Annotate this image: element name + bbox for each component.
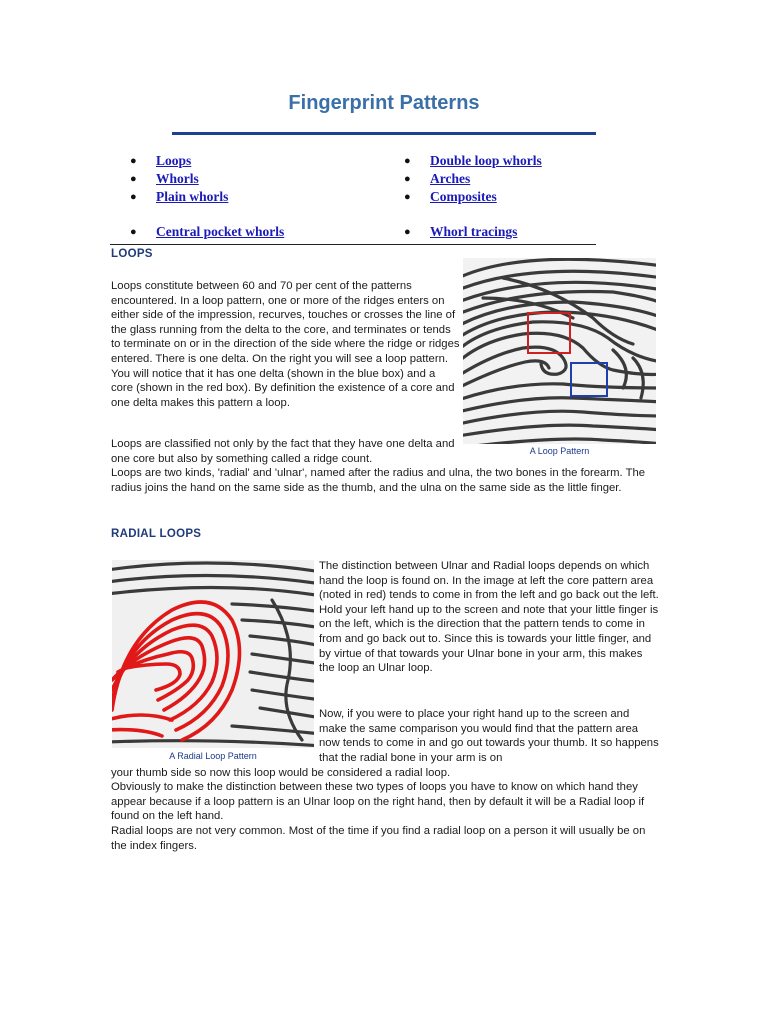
toc-link-loops[interactable]: Loops — [156, 153, 192, 168]
radial-paragraph-2b: your thumb side so now this loop would be considered a radial loop. — [111, 767, 451, 779]
title-underline — [172, 132, 596, 135]
bullet-icon: ● — [130, 155, 137, 167]
toc-link-arches[interactable]: Arches — [430, 171, 471, 186]
bullet-icon: ● — [404, 155, 411, 167]
loops-paragraph-2b: Loops are two kinds, 'radial' and 'ulnar', named after the radius and ulna, the two bones in the forearm. The radius joins the hand on the same side as the thumb, and the ulna on the same side as the little finger. — [111, 467, 646, 494]
toc-link-whorls[interactable]: Whorls — [156, 171, 199, 186]
radial-loop-caption: A Radial Loop Pattern — [169, 751, 257, 761]
loop-pattern-image — [463, 258, 656, 444]
toc-item-whorl-tracings — [404, 224, 517, 240]
toc-item-plain-whorls — [130, 189, 228, 205]
toc-link-plain-whorls[interactable]: Plain whorls — [156, 189, 229, 204]
radial-paragraph-4: Radial loops are not very common. Most of the time if you find a radial loop on a person it will usually be on the index fingers. — [111, 825, 646, 852]
loop-pattern-caption: A Loop Pattern — [529, 446, 590, 456]
table-of-contents — [130, 153, 610, 248]
toc-link-double-loop-whorls[interactable]: Double loop whorls — [430, 153, 542, 168]
radial-paragraph-2a: Now, if you were to place your right hand up to the screen and make the same comparison you would find that the pattern area now tends to come in and go out towards your thumb. It so happens that the radial bone in your arm is on — [319, 708, 659, 764]
bullet-icon: ● — [130, 226, 137, 238]
loops-paragraph-2a: Loops are classified not only by the fact that they have one delta and one core but also by something called a ridge count. — [111, 438, 455, 465]
toc-item-central-pocket-whorls — [130, 224, 284, 240]
bullet-icon: ● — [404, 191, 411, 203]
toc-divider — [110, 244, 596, 245]
radial-loop-pattern-image — [112, 560, 314, 748]
loop-fingerprint-drawing — [463, 258, 656, 444]
page-title: Fingerprint Patterns — [288, 92, 480, 114]
toc-item-double-loop-whorls — [404, 153, 542, 169]
toc-item-loops — [130, 153, 191, 169]
toc-link-whorl-tracings[interactable]: Whorl tracings — [430, 224, 518, 239]
section-heading-loops: LOOPS — [111, 248, 153, 260]
radial-fingerprint-drawing — [112, 560, 314, 748]
bullet-icon: ● — [404, 173, 411, 185]
bullet-icon: ● — [130, 191, 137, 203]
toc-item-arches — [404, 171, 470, 187]
toc-link-composites[interactable]: Composites — [430, 189, 497, 204]
toc-item-composites — [404, 189, 497, 205]
radial-paragraph-1: The distinction between Ulnar and Radial loops depends on which hand the loop is found on. In the image at left the core pattern area (noted in red) tends to come in from the left and go back out the left. Hold your left hand up to the screen and note that your little finger is on the left, which is the direction that the pattern tends to come in from and go back out to. Since this is towards your little finger, and by virtue of that towards your Ulnar bone in your arm, this makes the loop an Ulnar loop. — [319, 560, 659, 675]
section-heading-radial-loops: RADIAL LOOPS — [111, 528, 202, 540]
loops-paragraph-1: Loops constitute between 60 and 70 per cent of the patterns encountered. In a loop pattern, one or more of the ridges enters on either side of the impression, recurves, touches or crosses the line of the glass running from the delta to the core, and terminates or tends to terminate on or in the direction of the side where the ridge or ridges entered. There is one delta. On the right you will see a loop pattern. You will notice that it has one delta (shown in the blue box) and a core (shown in the red box). By definition the existence of a core and one delta makes this pattern a loop. — [111, 280, 460, 409]
radial-paragraph-3: Obviously to make the distinction between these two types of loops you have to know on which hand they appear because if a loop pattern is an Ulnar loop on the right hand, then by default it will be a Radial loop if found on the left hand. — [111, 781, 645, 823]
bullet-icon: ● — [404, 226, 411, 238]
toc-link-central-pocket-whorls[interactable]: Central pocket whorls — [156, 224, 285, 239]
bullet-icon: ● — [130, 173, 137, 185]
toc-item-whorls — [130, 171, 199, 187]
